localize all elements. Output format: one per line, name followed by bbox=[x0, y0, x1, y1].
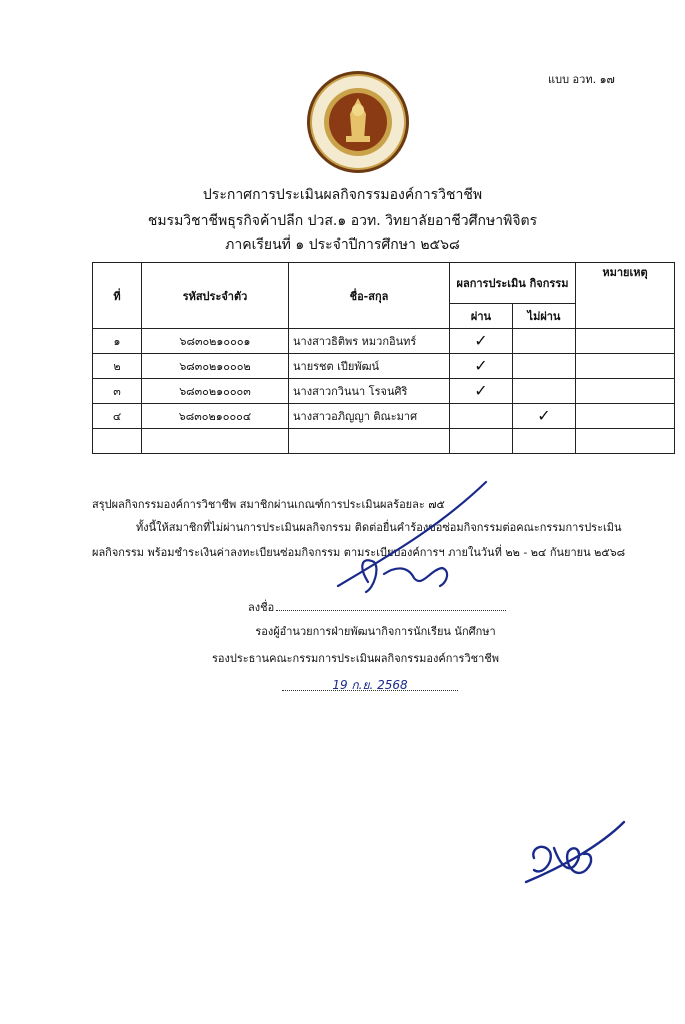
row-student-id: ๖๘๓๐๒๑๐๐๐๑ bbox=[142, 329, 289, 354]
form-code: แบบ อวท. ๑๗ bbox=[548, 73, 615, 86]
row-student-id: ๖๘๓๐๒๑๐๐๐๒ bbox=[142, 354, 289, 379]
table-row bbox=[93, 354, 675, 379]
row-name bbox=[289, 429, 450, 454]
row-fail-check bbox=[513, 379, 576, 404]
signature-label: ลงชื่อ bbox=[248, 601, 275, 614]
summary-text: สรุปผลกิจกรรมองค์การวิชาชีพ สมาชิกผ่านเกณฑ์การประเมินผลร้อยละ ๗๕ bbox=[92, 498, 445, 511]
row-note bbox=[576, 379, 675, 404]
signer-role-2: รองประธานคณะกรรมการประเมินผลกิจกรรมองค์การวิชาชีพ bbox=[211, 652, 499, 665]
term-line: ภาคเรียนที่ ๑ ประจำปีการศึกษา ๒๕๖๘ bbox=[225, 237, 460, 253]
table-header-row bbox=[93, 263, 675, 304]
club-name: ชมรมวิชาชีพธุรกิจค้าปลีก ปวส.๑ อวท. วิทยาลัยอาชีวศึกษาพิจิตร bbox=[147, 213, 538, 229]
row-note bbox=[576, 429, 675, 454]
col-id-header: รหัสประจำตัว bbox=[142, 263, 289, 329]
row-fail-check: ✓ bbox=[513, 404, 576, 429]
row-fail-check bbox=[513, 354, 576, 379]
row-pass-check bbox=[450, 404, 513, 429]
row-no: ๑ bbox=[93, 329, 142, 354]
row-no: ๔ bbox=[93, 404, 142, 429]
col-note-header: หมายเหตุ bbox=[576, 263, 675, 329]
table-row bbox=[93, 404, 675, 429]
table-row bbox=[93, 329, 675, 354]
row-student-id bbox=[142, 429, 289, 454]
row-name: นางสาวธิติพร หมวกอินทร์ bbox=[289, 329, 450, 354]
notice-text: ทั้งนี้ให้สมาชิกที่ไม่ผ่านการประเมินผลกิจกรรม ติดต่อยื่นคำร้องขอซ่อมกิจกรรมต่อคณะกรรมการประเมินผลกิจกรรม พร้อมชำระเงินค่าลงทะเบียนซ่อมกิจกรรม ตามระเบียบองค์การฯ ภายในวันที่ ๒๒ - ๒๔ กันยายน ๒๕๖๘ bbox=[92, 521, 626, 559]
row-name: นายรชต เปียพัฒน์ bbox=[289, 354, 450, 379]
col-fail-header: ไม่ผ่าน bbox=[513, 304, 576, 329]
row-note bbox=[576, 354, 675, 379]
signature-dots bbox=[276, 610, 506, 611]
row-name: นางสาวอภิญญา ติณะมาศ bbox=[289, 404, 450, 429]
row-student-id: ๖๘๓๐๒๑๐๐๐๔ bbox=[142, 404, 289, 429]
col-pass-header: ผ่าน bbox=[450, 304, 513, 329]
col-result-header: ผลการประเมิน กิจกรรม bbox=[450, 263, 576, 304]
row-note bbox=[576, 404, 675, 429]
row-pass-check: ✓ bbox=[450, 329, 513, 354]
row-no: ๒ bbox=[93, 354, 142, 379]
col-name-header: ชื่อ-สกุล bbox=[289, 263, 450, 329]
announcement-title: ประกาศการประเมินผลกิจกรรมองค์การวิชาชีพ bbox=[202, 187, 483, 203]
row-name: นางสาวกวินนา โรจนศิริ bbox=[289, 379, 450, 404]
second-signature bbox=[520, 818, 630, 890]
handwritten-date: 19 ก.ย. 2568 bbox=[282, 676, 458, 691]
row-pass-check bbox=[450, 429, 513, 454]
row-no bbox=[93, 429, 142, 454]
row-note bbox=[576, 329, 675, 354]
signature-line bbox=[248, 598, 506, 616]
signer-role-1: รองผู้อำนวยการฝ่ายพัฒนากิจการนักเรียน นักศึกษา bbox=[255, 625, 496, 638]
table-row bbox=[93, 429, 675, 454]
row-pass-check: ✓ bbox=[450, 379, 513, 404]
table-row bbox=[93, 379, 675, 404]
row-fail-check bbox=[513, 429, 576, 454]
row-student-id: ๖๘๓๐๒๑๐๐๐๓ bbox=[142, 379, 289, 404]
evaluation-table bbox=[92, 262, 675, 454]
row-no: ๓ bbox=[93, 379, 142, 404]
association-seal-icon bbox=[306, 70, 410, 174]
col-no-header: ที่ bbox=[93, 263, 142, 329]
row-pass-check: ✓ bbox=[450, 354, 513, 379]
row-fail-check bbox=[513, 329, 576, 354]
